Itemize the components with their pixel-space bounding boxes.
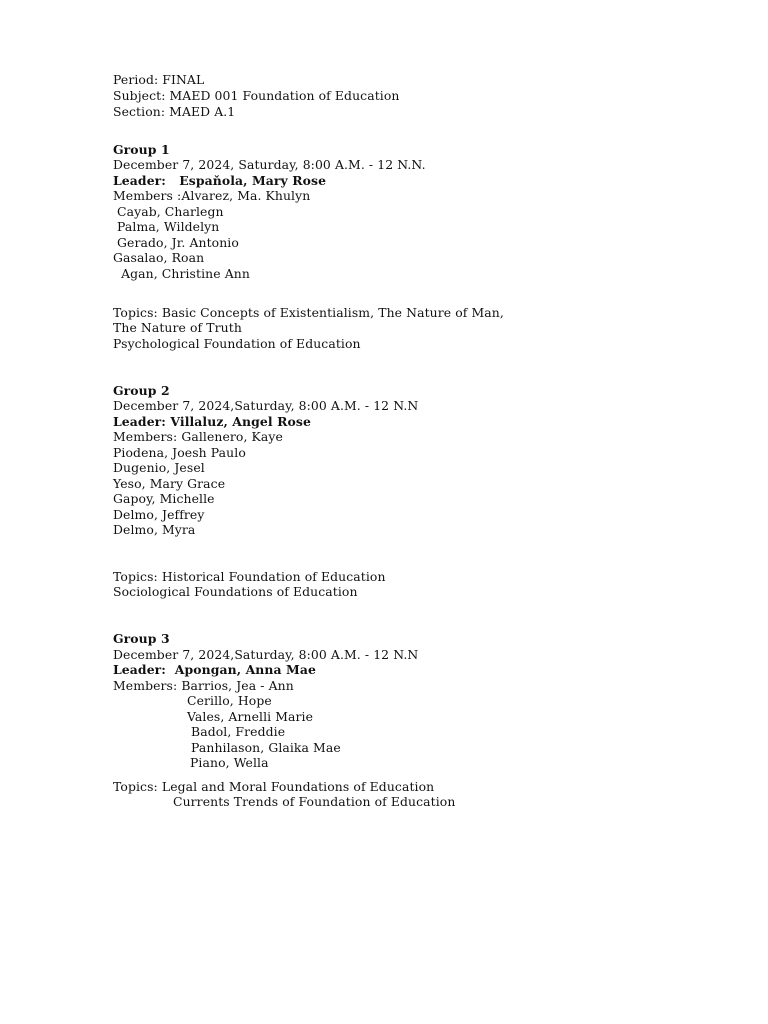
- member-line: Piano, Wella: [190, 755, 269, 770]
- topics-line: Topics: Legal and Moral Foundations of Education: [113, 779, 435, 794]
- member-line: Members: Gallenero, Kaye: [113, 429, 283, 444]
- group-leader: Leader: Espaňola, Mary Rose: [113, 173, 327, 188]
- member-line: Members: Barrios, Jea - Ann: [113, 678, 294, 693]
- member-line: Badol, Freddie: [191, 724, 286, 739]
- group-schedule: December 7, 2024, Saturday, 8:00 A.M. - 12 N.N.: [113, 157, 426, 172]
- member-line: Gerado, Jr. Antonio: [113, 235, 239, 250]
- subject-line: Subject: MAED 001 Foundation of Education: [113, 88, 400, 103]
- group-leader: Leader: Apongan, Anna Mae: [113, 662, 316, 677]
- topics-line: The Nature of Truth: [113, 320, 242, 335]
- period-line: Period: FINAL: [113, 72, 205, 87]
- topics-line: Sociological Foundations of Education: [113, 584, 358, 599]
- member-line: Cerillo, Hope: [187, 693, 272, 708]
- group-title: Group 2: [113, 383, 170, 398]
- topics-line: Currents Trends of Foundation of Education: [173, 794, 456, 809]
- topics-line: Topics: Basic Concepts of Existentialism, The Nature of Man,: [113, 305, 504, 320]
- member-line: Agan, Christine Ann: [113, 266, 250, 281]
- member-line: Delmo, Jeffrey: [113, 507, 205, 522]
- group-title: Group 1: [113, 142, 170, 157]
- member-line: Palma, Wildelyn: [113, 219, 220, 234]
- member-line: Members :Alvarez, Ma. Khulyn: [113, 188, 311, 203]
- member-line: Panhilason, Glaika Mae: [191, 740, 341, 755]
- topics-line: Psychological Foundation of Education: [113, 336, 361, 351]
- topics-line: Topics: Historical Foundation of Education: [113, 569, 386, 584]
- member-line: Vales, Arnelli Marie: [187, 709, 314, 724]
- group-schedule: December 7, 2024,Saturday, 8:00 A.M. - 12 N.N: [113, 398, 419, 413]
- member-line: Piodena, Joesh Paulo: [113, 445, 246, 460]
- member-line: Gasalao, Roan: [113, 250, 205, 265]
- section-line: Section: MAED A.1: [113, 104, 236, 119]
- group-title: Group 3: [113, 631, 170, 646]
- group-schedule: December 7, 2024,Saturday, 8:00 A.M. - 12 N.N: [113, 647, 419, 662]
- member-line: Gapoy, Michelle: [113, 491, 215, 506]
- member-line: Delmo, Myra: [113, 522, 196, 537]
- group-leader: Leader: Villaluz, Angel Rose: [113, 414, 311, 429]
- member-line: Yeso, Mary Grace: [113, 476, 226, 491]
- member-line: Cayab, Charlegn: [113, 204, 224, 219]
- member-line: Dugenio, Jesel: [113, 460, 205, 475]
